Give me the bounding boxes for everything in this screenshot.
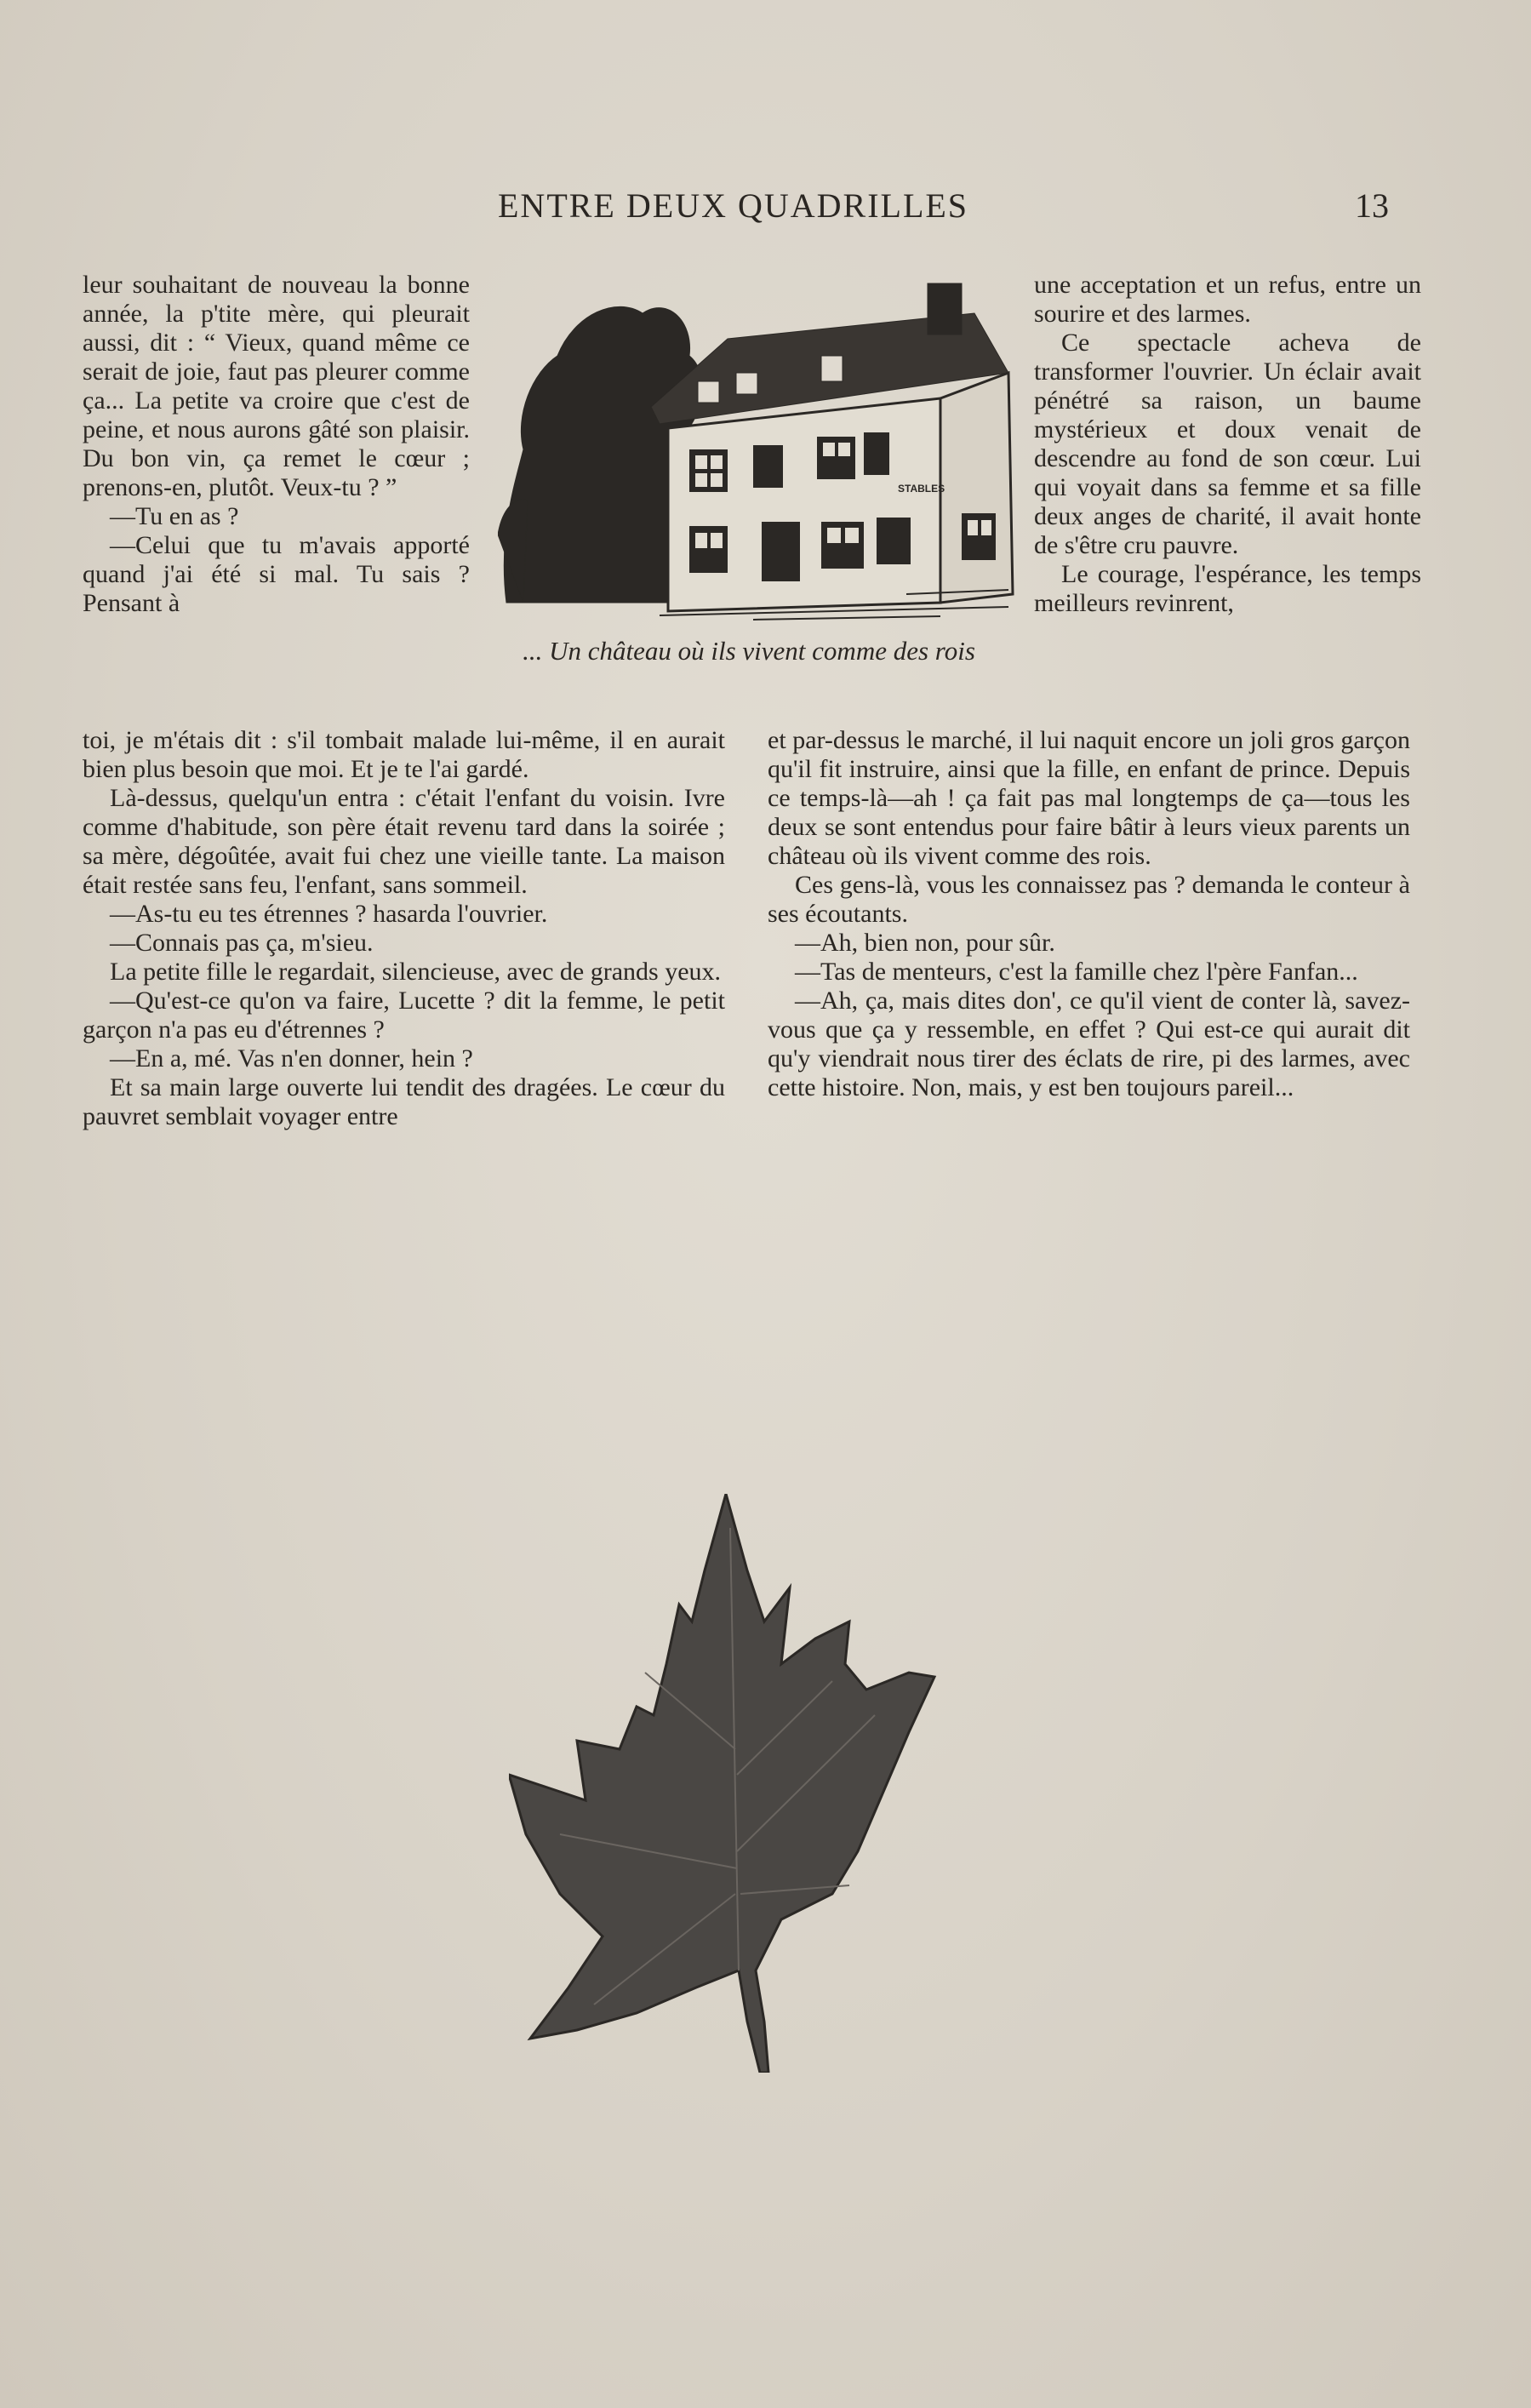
- paragraph: La petite fille le regardait, silencieuse, avec de grands yeux.: [110, 958, 722, 986]
- paragraph: —Ah, bien non, pour sûr.: [795, 929, 1055, 957]
- paragraph: Ce spectacle acheva de transformer l'ouvrier. Un éclair avait pénétré sa raison, un baume mystérieux et doux venait de descendre au fond de son cœur. Lui qui voyait dans sa femme et sa fille deux anges de charité, il avait honte de s'être cru pauvre.: [1034, 329, 1421, 559]
- paragraph: —Connais pas ça, m'sieu.: [110, 929, 374, 957]
- paragraph: —As-tu eu tes étrennes ? hasarda l'ouvrier.: [110, 900, 548, 928]
- column-left-top: [83, 271, 470, 618]
- paragraph: Et sa main large ouverte lui tendit des dragées. Le cœur du pauvret semblait voyager entre: [83, 1073, 725, 1130]
- maple-leaf-shape: [509, 1494, 951, 2073]
- maple-leaf-icon: [509, 1494, 951, 2073]
- running-title: ENTRE DEUX QUADRILLES: [498, 186, 969, 225]
- paragraph: —Tu en as ?: [110, 502, 239, 530]
- paragraph: Ces gens-là, vous les connaissez pas ? demanda le conteur à ses écoutants.: [768, 871, 1410, 928]
- figure-caption: ... Un château où ils vivent comme des rois: [523, 636, 975, 666]
- paragraph: Là-dessus, quelqu'un entra : c'était l'enfant du voisin. Ivre comme d'habitude, son père était revenu tard dans la soirée ; sa mère, dégoûtée, avait fui chez une vieille tante. La maison était restée sans feu, l'enfant, sans sommeil.: [83, 784, 725, 899]
- paragraph: leur souhaitant de nouveau la bonne année, la p'tite mère, qui pleurait aussi, dit : “ Vieux, quand même ce serait de joie, faut pas pleurer comme ça... La petite va croire que c'est de peine, et nous aurons gâté son plaisir. Du bon vin, ça remet le cœur ; prenons-en, plutôt. Veux-tu ? ”: [83, 271, 470, 501]
- page-number: 13: [1355, 186, 1389, 225]
- paragraph: —Ah, ça, mais dites don', ce qu'il vient de conter là, savez-vous que ça y ressemble, en effet ? Qui est-ce qui aurait dit qu'y viendrait nous tirer des éclats de rire, pi des larmes, avec cette histoire. Non, mais, y est ben toujours pareil...: [768, 987, 1410, 1101]
- stables-sign: STABLES: [898, 483, 945, 495]
- house-drawing: [498, 279, 1021, 628]
- paragraph: toi, je m'étais dit : s'il tombait malade lui-même, il en aurait bien plus besoin que moi. Et je te l'ai gardé.: [83, 726, 725, 783]
- column-right-top: [1034, 271, 1421, 618]
- paragraph: et par-dessus le marché, il lui naquit encore un joli gros garçon qu'il fit instruire, ainsi que la fille, en enfant de prince. Depuis ce temps-là—ah ! ça fait pas mal longtemps de ça—tous les deux se sont entendus pour faire bâtir à leurs vieux parents un château où ils vivent comme des rois.: [768, 726, 1410, 870]
- paragraph: —Tas de menteurs, c'est la famille chez l'père Fanfan...: [795, 958, 1358, 986]
- paragraph: une acceptation et un refus, entre un sourire et des larmes.: [1034, 271, 1421, 328]
- column-left-bottom: [83, 726, 725, 1131]
- column-right-bottom: [768, 726, 1410, 1102]
- paragraph: —En a, mé. Vas n'en donner, hein ?: [110, 1044, 473, 1072]
- paragraph: —Qu'est-ce qu'on va faire, Lucette ? dit la femme, le petit garçon n'a pas eu d'étrennes ?: [83, 987, 725, 1044]
- house-illustration: [498, 279, 1021, 628]
- running-header: [0, 186, 1531, 228]
- paragraph: Le courage, l'espérance, les temps meilleurs revinrent,: [1034, 560, 1421, 617]
- paragraph: —Celui que tu m'avais apporté quand j'ai été si mal. Tu sais ? Pensant à: [83, 531, 470, 617]
